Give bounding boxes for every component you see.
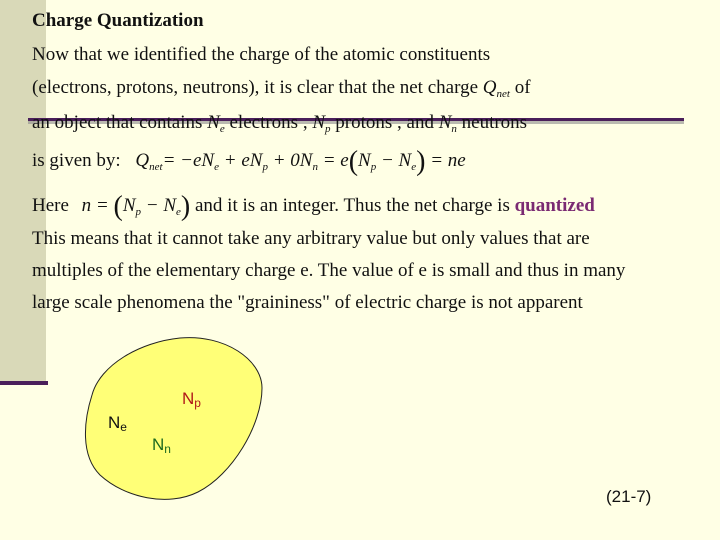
electron-count-label: Ne xyxy=(108,413,127,434)
paragraph-2-line-3: large scale phenomena the "graininess" of electric charge is not apparent xyxy=(32,292,583,313)
n-equation: $n = (N_p - N_e)$ xyxy=(81,191,191,222)
page-number: (21-7) xyxy=(606,487,652,506)
equation-intro: is given by: xyxy=(32,150,121,171)
text-fragment: of xyxy=(509,77,531,98)
paragraph-2-line-1: This means that it cannot take any arbitrary value but only values that are xyxy=(32,228,590,249)
proton-count-label: Np xyxy=(182,389,201,410)
charge-equation: $Q_{net}= -eN_e + eN_p + 0N_n = e(N_p - N_e)$ = ne xyxy=(135,146,466,177)
integer-definition-line: Here $n = (N_p - N_e)$ and it is an integer. Thus the net charge is quantized xyxy=(32,191,595,222)
q-net-symbol: $Q_{net}$ xyxy=(482,77,510,100)
quantized-keyword: quantized xyxy=(514,195,595,216)
paragraph-1-line-3: an object that contains $N_e$ electrons , $N_p$ protons , and $N_n$ neutrons xyxy=(32,112,528,135)
slide-title: Charge Quantization xyxy=(32,10,204,31)
neutron-count-label: Nn xyxy=(152,435,171,456)
paragraph-1-line-1: Now that we identified the charge of the atomic constituents xyxy=(32,44,491,65)
text-fragment: (electrons, protons, neutrons), it is clear that the net charge xyxy=(32,77,483,98)
paragraph-2-line-2: multiples of the elementary charge e. The value of e is small and thus in many xyxy=(32,260,626,281)
